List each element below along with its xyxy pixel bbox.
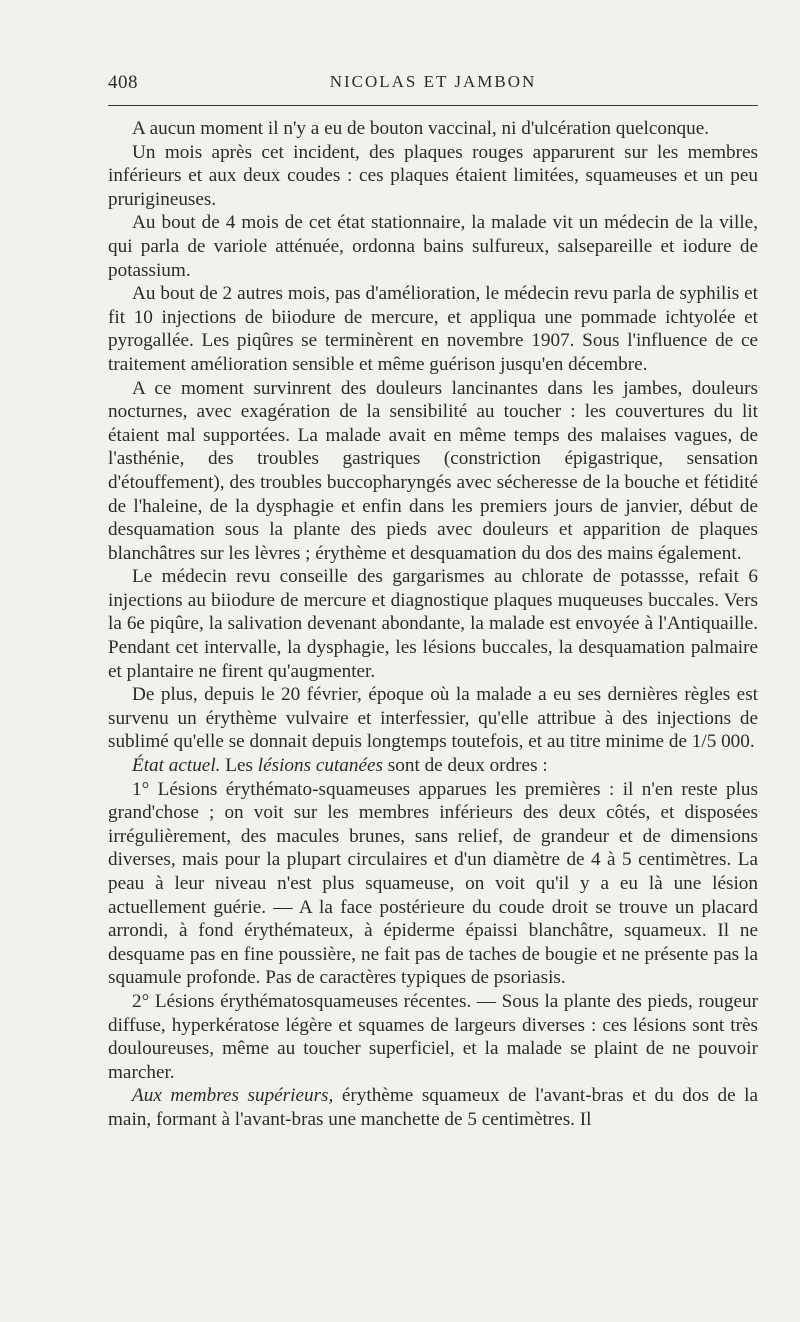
paragraph: Au bout de 4 mois de cet état stationnaire, la malade vit un médecin de la ville, qui parla de variole atténuée, ordonna bains sulfureux, salsepareille et iodure de potassium. [108,212,758,281]
header-rule [108,105,758,106]
paragraph: 2° Lésions érythématosquameuses récentes. — Sous la plante des pieds, rougeur diffuse, hyperkératose légère et squames de largeurs diverses : ces lésions sont très douloureuses, même au toucher superficiel, et la malade se plaint de ne pouvoir marcher. [108,990,758,1083]
body-text [108,117,758,1132]
emphasis-italic: Aux membres supérieurs, [132,1085,334,1107]
paragraph: Le médecin revu conseille des gargarismes au chlorate de potassse, refait 6 injections au biiodure de mercure et diagnostique plaques muqueuses buccales. Vers la 6e piqûre, la salivation devenant abondante, la malade est envoyée à l'Antiquaille. Pendant cet intervalle, la dysphagie, les lésions buccales, la desquamation palmaire et plantaire ne firent qu'augmenter. [108,566,758,682]
page-number: 408 [108,72,138,93]
paragraph: Un mois après cet incident, des plaques rouges apparurent sur les membres inférieurs et aux deux coudes : ces plaques étaient limitées, squameuses et un peu prurigineuses. [108,141,758,210]
paragraph-text: érythème squameux de l'avant-bras et du dos de la main, formant à l'avant-bras une manchette de 5 centimètres. Il [108,1085,758,1130]
paragraph [108,1084,758,1131]
paragraph: A aucun moment il n'y a eu de bouton vaccinal, ni d'ulcération quelconque. [132,118,710,139]
paragraph-mid: Les [220,755,258,777]
paragraph: 1° Lésions érythémato-squameuses apparues les premières : il n'en reste plus grand'chose ; on voit sur les membres inférieurs des deux côtés, et disposées irrégulièrement, des macules brunes, sans relief, de grandeur et de dimensions diverses, mais pour la plupart circulaires et d'un diamètre de 4 à 5 centimètres. La peau à leur niveau n'est plus squameuse, on voit qu'il y a eu là une lésion actuellement guérie. — A la face postérieure du coude droit se trouve un placard arrondi, à fond érythémateux, à épiderme épaissi blanchâtre, squameux. Il ne desquame pas en fine poussière, ne fait pas de taches de bougie et ne présente pas la squamule profonde. Pas de caractères typiques de psoriasis. [108,778,758,989]
running-title: NICOLAS ET JAMBON [329,72,537,91]
emphasis-italic: lésions cutanées [257,755,383,777]
page-header [108,72,758,96]
section-heading-italic: État actuel. [132,755,221,777]
paragraph: Au bout de 2 autres mois, pas d'amélioration, le médecin revu parla de syphilis et fit 10 injections de biiodure de mercure, et appliqua une pommade ichtyolée et pyrogallée. Les piqûres se terminèrent en novembre 1907. Sous l'influence de ce traitement amélioration sensible et même guérison jusqu'en décembre. [108,283,758,375]
paragraph-text: sont de deux ordres : [383,755,548,777]
paragraph [108,754,758,778]
paragraph: De plus, depuis le 20 février, époque où la malade a eu ses dernières règles est survenu un érythème vulvaire et interfessier, qu'elle attribue à des injections de sublimé qu'elle se donnait depuis longtemps toutefois, et au titre minime de 1/5 000. [108,684,758,753]
paragraph: A ce moment survinrent des douleurs lancinantes dans les jambes, douleurs nocturnes, avec exagération de la sensibilité au toucher : les couvertures du lit étaient mal supportées. La malade avait en même temps des malaises vagues, de l'asthénie, des troubles gastriques (constriction épigastrique, sensation d'étouffement), des troubles buccopharyngés avec sécheresse de la bouche et fétidité de l'haleine, de la dysphagie et enfin dans les premiers jours de janvier, début de desquamation sous la plante des pieds avec douleurs et apparition de plaques blanchâtres sur les lèvres ; érythème et desquamation du dos des mains également. [108,377,758,564]
